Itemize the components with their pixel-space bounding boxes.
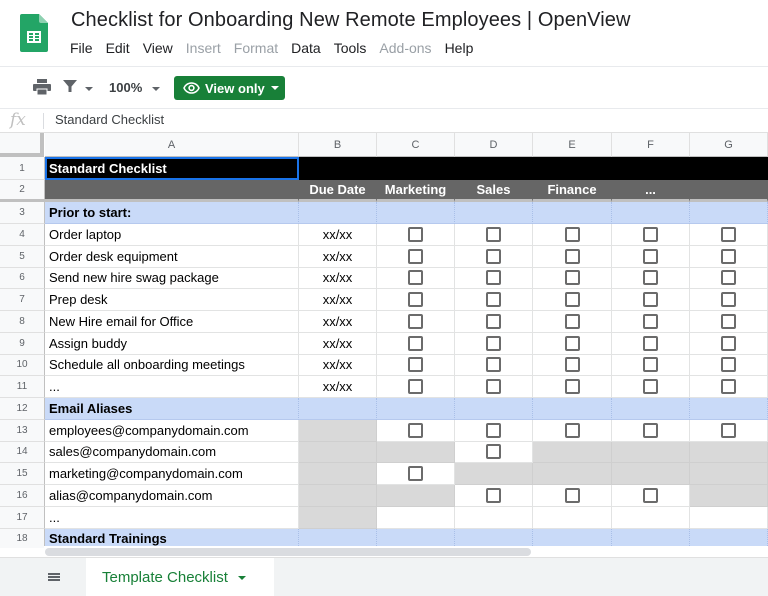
column-header-a[interactable]: A	[45, 133, 299, 157]
zoom-dropdown-caret-icon[interactable]	[152, 87, 160, 91]
cell-a12[interactable]	[45, 398, 299, 420]
cell-text: Prep desk	[49, 292, 108, 308]
cell-g2[interactable]	[690, 180, 768, 202]
checkbox[interactable]	[643, 379, 658, 394]
fx-icon: fx	[10, 110, 26, 130]
cell-b6[interactable]	[299, 268, 377, 290]
cell-c5[interactable]	[377, 246, 455, 268]
view-only-caret-icon	[271, 86, 279, 90]
checkbox[interactable]	[565, 423, 580, 438]
cell-g7[interactable]	[690, 289, 768, 311]
checkbox[interactable]	[565, 227, 580, 242]
cell-e4[interactable]	[533, 224, 612, 246]
cell-d2[interactable]	[455, 180, 533, 202]
cell-text: Email Aliases	[49, 400, 133, 416]
cell-text: ...	[645, 182, 656, 197]
checkbox[interactable]	[408, 379, 423, 394]
cell-c4[interactable]	[377, 224, 455, 246]
cell-c7[interactable]	[377, 289, 455, 311]
formula-bar-divider	[43, 113, 44, 129]
cell-e2[interactable]	[533, 180, 612, 202]
checkbox[interactable]	[565, 357, 580, 372]
cell-a2[interactable]	[45, 180, 299, 202]
cell-text: xx/xx	[322, 357, 353, 373]
cell-a10[interactable]	[45, 355, 299, 377]
horizontal-scrollbar[interactable]	[45, 548, 531, 556]
cell-f16[interactable]	[612, 485, 690, 507]
cell-d8[interactable]	[455, 311, 533, 333]
cell-b5[interactable]	[299, 246, 377, 268]
filter-dropdown-caret-icon[interactable]	[85, 87, 93, 91]
cell-b8[interactable]	[299, 311, 377, 333]
column-header-g[interactable]: G	[690, 133, 768, 157]
cell-d1[interactable]	[455, 157, 533, 180]
cell-d3[interactable]	[455, 202, 533, 224]
cell-c14[interactable]	[377, 442, 455, 464]
cell-c8[interactable]	[377, 311, 455, 333]
cell-c9[interactable]	[377, 333, 455, 355]
row-header-8[interactable]: 8	[0, 311, 45, 333]
checkbox[interactable]	[565, 249, 580, 264]
cell-text: Finance	[547, 182, 597, 197]
cell-b7[interactable]	[299, 289, 377, 311]
checkbox[interactable]	[408, 270, 423, 285]
cell-text: employees@companydomain.com	[49, 422, 249, 438]
checkbox[interactable]	[721, 336, 736, 351]
column-header-b[interactable]: B	[299, 133, 377, 157]
cell-text: Standard Trainings	[49, 531, 167, 547]
cell-b13[interactable]	[299, 420, 377, 442]
row-header-9[interactable]: 9	[0, 333, 45, 355]
cell-e8[interactable]	[533, 311, 612, 333]
cell-g11[interactable]	[690, 376, 768, 398]
checkbox[interactable]	[643, 488, 658, 503]
cell-a4[interactable]	[45, 224, 299, 246]
title-bar	[0, 0, 768, 66]
row-header-18[interactable]: 18	[0, 529, 45, 549]
cell-b10[interactable]	[299, 355, 377, 377]
checkbox[interactable]	[408, 423, 423, 438]
cell-a15[interactable]	[45, 463, 299, 485]
cell-f10[interactable]	[612, 355, 690, 377]
row-header-12[interactable]: 12	[0, 398, 45, 420]
zoom-select[interactable]: 100%	[109, 80, 143, 95]
sheet-tab-template-checklist[interactable]	[86, 558, 274, 596]
cell-c17[interactable]	[377, 507, 455, 529]
cell-text: ...	[49, 509, 60, 525]
checkbox[interactable]	[721, 379, 736, 394]
menu-format[interactable]: Format	[233, 40, 279, 56]
cell-c16[interactable]	[377, 485, 455, 507]
filter-icon[interactable]	[63, 79, 77, 93]
checkbox[interactable]	[643, 336, 658, 351]
checkbox[interactable]	[486, 270, 501, 285]
menu-bar	[70, 40, 486, 56]
sheet-tab-caret-icon[interactable]	[238, 576, 246, 580]
checkbox[interactable]	[565, 314, 580, 329]
row-header-4[interactable]: 4	[0, 224, 45, 246]
hamburger-icon[interactable]	[48, 573, 60, 583]
cell-f3[interactable]	[612, 202, 690, 224]
cell-c12[interactable]	[377, 398, 455, 420]
cell-text: ...	[49, 379, 60, 395]
cell-text: xx/xx	[322, 270, 353, 286]
cell-c2[interactable]	[377, 180, 455, 202]
checkbox[interactable]	[721, 314, 736, 329]
checkbox[interactable]	[643, 314, 658, 329]
row-header-1[interactable]: 1	[0, 157, 45, 180]
cell-g9[interactable]	[690, 333, 768, 355]
cell-g15[interactable]	[690, 463, 768, 485]
cell-c15[interactable]	[377, 463, 455, 485]
cell-c13[interactable]	[377, 420, 455, 442]
cell-a7[interactable]	[45, 289, 299, 311]
formula-bar	[0, 108, 768, 133]
cell-f13[interactable]	[612, 420, 690, 442]
menu-help[interactable]: Help	[444, 40, 474, 56]
formula-input[interactable]: Standard Checklist	[55, 112, 165, 127]
cell-text: Sales	[476, 182, 511, 197]
cell-b9[interactable]	[299, 333, 377, 355]
checkbox[interactable]	[408, 292, 423, 307]
checkbox[interactable]	[486, 292, 501, 307]
cell-b2[interactable]	[299, 180, 377, 202]
checkbox[interactable]	[565, 270, 580, 285]
cell-f11[interactable]	[612, 376, 690, 398]
cell-f6[interactable]	[612, 268, 690, 290]
row-header-16[interactable]: 16	[0, 485, 45, 507]
cell-d11[interactable]	[455, 376, 533, 398]
eye-icon	[183, 82, 200, 94]
cell-e7[interactable]	[533, 289, 612, 311]
cell-b11[interactable]	[299, 376, 377, 398]
menu-add-ons[interactable]: Add-ons	[379, 40, 432, 56]
menu-file[interactable]: File	[70, 40, 93, 56]
cell-text: New Hire email for Office	[49, 313, 194, 329]
cell-a5[interactable]	[45, 246, 299, 268]
cell-c6[interactable]	[377, 268, 455, 290]
cell-text: alias@companydomain.com	[49, 487, 213, 503]
cell-text: xx/xx	[322, 335, 353, 351]
checkbox[interactable]	[565, 488, 580, 503]
cell-b1[interactable]	[299, 157, 377, 180]
cell-a8[interactable]	[45, 311, 299, 333]
cell-text: Assign buddy	[49, 335, 128, 351]
checkbox[interactable]	[721, 292, 736, 307]
google-sheets-icon[interactable]	[20, 14, 48, 52]
cell-c1[interactable]	[377, 157, 455, 180]
cell-a11[interactable]	[45, 376, 299, 398]
row-header-13[interactable]: 13	[0, 420, 45, 442]
column-header-e[interactable]: E	[533, 133, 612, 157]
print-icon[interactable]	[33, 79, 51, 95]
cell-e12[interactable]	[533, 398, 612, 420]
row-header-7[interactable]: 7	[0, 289, 45, 311]
cell-text: Order desk equipment	[49, 248, 178, 264]
cell-text: Standard Checklist	[49, 160, 167, 176]
cell-e14[interactable]	[533, 442, 612, 464]
cell-e6[interactable]	[533, 268, 612, 290]
spreadsheet-grid[interactable]	[0, 133, 768, 548]
checkbox[interactable]	[486, 444, 501, 459]
cell-e11[interactable]	[533, 376, 612, 398]
cell-e5[interactable]	[533, 246, 612, 268]
cell-g5[interactable]	[690, 246, 768, 268]
cell-a6[interactable]	[45, 268, 299, 290]
cell-g6[interactable]	[690, 268, 768, 290]
cell-g3[interactable]	[690, 202, 768, 224]
row-header-10[interactable]: 10	[0, 355, 45, 377]
cell-d14[interactable]	[455, 442, 533, 464]
cell-text: Order laptop	[49, 226, 122, 242]
cell-b14[interactable]	[299, 442, 377, 464]
cell-f15[interactable]	[612, 463, 690, 485]
cell-f2[interactable]	[612, 180, 690, 202]
cell-text: Marketing	[384, 182, 447, 197]
checkbox[interactable]	[721, 227, 736, 242]
cell-d9[interactable]	[455, 333, 533, 355]
cell-d7[interactable]	[455, 289, 533, 311]
cell-c11[interactable]	[377, 376, 455, 398]
cell-c10[interactable]	[377, 355, 455, 377]
cell-e16[interactable]	[533, 485, 612, 507]
cell-g16[interactable]	[690, 485, 768, 507]
checkbox[interactable]	[486, 227, 501, 242]
checkbox[interactable]	[408, 336, 423, 351]
cell-d6[interactable]	[455, 268, 533, 290]
toolbar	[0, 66, 768, 108]
cell-b12[interactable]	[299, 398, 377, 420]
checkbox[interactable]	[643, 227, 658, 242]
cell-g12[interactable]	[690, 398, 768, 420]
cell-a13[interactable]	[45, 420, 299, 442]
checkbox[interactable]	[643, 249, 658, 264]
checkbox[interactable]	[643, 357, 658, 372]
menu-data[interactable]: Data	[291, 40, 321, 56]
checkbox[interactable]	[643, 423, 658, 438]
cell-a17[interactable]	[45, 507, 299, 529]
checkbox[interactable]	[408, 357, 423, 372]
row-header-14[interactable]: 14	[0, 442, 45, 464]
checkbox[interactable]	[486, 379, 501, 394]
column-header-c[interactable]: C	[377, 133, 455, 157]
menu-insert[interactable]: Insert	[185, 40, 221, 56]
checkbox[interactable]	[721, 357, 736, 372]
row-header-5[interactable]: 5	[0, 246, 45, 268]
row-header-3[interactable]: 3	[0, 202, 45, 224]
cell-b17[interactable]	[299, 507, 377, 529]
cell-f17[interactable]	[612, 507, 690, 529]
menu-tools[interactable]: Tools	[333, 40, 367, 56]
column-header-f[interactable]: F	[612, 133, 690, 157]
checkbox[interactable]	[721, 270, 736, 285]
checkbox[interactable]	[408, 249, 423, 264]
sheet-tab-label: Template Checklist	[102, 569, 228, 586]
cell-d17[interactable]	[455, 507, 533, 529]
cell-f14[interactable]	[612, 442, 690, 464]
cell-g10[interactable]	[690, 355, 768, 377]
checkbox[interactable]	[565, 379, 580, 394]
view-only-button[interactable]	[174, 76, 285, 100]
checkbox[interactable]	[565, 292, 580, 307]
cell-f4[interactable]	[612, 224, 690, 246]
checkbox[interactable]	[408, 314, 423, 329]
cell-text: xx/xx	[322, 292, 353, 308]
cell-g4[interactable]	[690, 224, 768, 246]
cell-c3[interactable]	[377, 202, 455, 224]
cell-f9[interactable]	[612, 333, 690, 355]
cell-b15[interactable]	[299, 463, 377, 485]
checkbox[interactable]	[408, 227, 423, 242]
cell-e10[interactable]	[533, 355, 612, 377]
cell-f8[interactable]	[612, 311, 690, 333]
menu-edit[interactable]: Edit	[105, 40, 130, 56]
row-header-6[interactable]: 6	[0, 268, 45, 290]
cell-d16[interactable]	[455, 485, 533, 507]
checkbox[interactable]	[721, 423, 736, 438]
cell-text: Due Date	[309, 182, 366, 197]
cell-text: marketing@companydomain.com	[49, 466, 243, 482]
document-title[interactable]: Checklist for Onboarding New Remote Employees | OpenView	[71, 9, 631, 31]
cell-f1[interactable]	[612, 157, 690, 180]
checkbox[interactable]	[643, 292, 658, 307]
column-header-d[interactable]: D	[455, 133, 533, 157]
cell-d4[interactable]	[455, 224, 533, 246]
cell-g13[interactable]	[690, 420, 768, 442]
cell-a16[interactable]	[45, 485, 299, 507]
checkbox[interactable]	[565, 336, 580, 351]
cell-d5[interactable]	[455, 246, 533, 268]
sheet-tab-bar	[0, 557, 768, 596]
view-only-label: View only	[205, 80, 265, 96]
row-header-17[interactable]: 17	[0, 507, 45, 529]
row-header-11[interactable]: 11	[0, 376, 45, 398]
cell-text: xx/xx	[322, 226, 353, 242]
cell-g17[interactable]	[690, 507, 768, 529]
cell-b16[interactable]	[299, 485, 377, 507]
cell-text: xx/xx	[322, 379, 353, 395]
row-header-15[interactable]: 15	[0, 463, 45, 485]
cell-text: sales@companydomain.com	[49, 444, 217, 460]
cell-e17[interactable]	[533, 507, 612, 529]
cell-e3[interactable]	[533, 202, 612, 224]
checkbox[interactable]	[486, 336, 501, 351]
cell-f7[interactable]	[612, 289, 690, 311]
cell-f5[interactable]	[612, 246, 690, 268]
cell-e1[interactable]	[533, 157, 612, 180]
cell-d15[interactable]	[455, 463, 533, 485]
cell-a1[interactable]	[45, 157, 299, 180]
cell-text: Prior to start:	[49, 205, 132, 220]
checkbox[interactable]	[486, 423, 501, 438]
cell-g8[interactable]	[690, 311, 768, 333]
checkbox[interactable]	[643, 270, 658, 285]
row-header-2[interactable]: 2	[0, 180, 45, 202]
checkbox[interactable]	[486, 249, 501, 264]
cell-d13[interactable]	[455, 420, 533, 442]
cell-d10[interactable]	[455, 355, 533, 377]
cell-b4[interactable]	[299, 224, 377, 246]
cell-text: Send new hire swag package	[49, 270, 219, 286]
cell-e15[interactable]	[533, 463, 612, 485]
cell-text: Schedule all onboarding meetings	[49, 357, 245, 373]
cell-e13[interactable]	[533, 420, 612, 442]
cell-g14[interactable]	[690, 442, 768, 464]
cell-e9[interactable]	[533, 333, 612, 355]
cell-f12[interactable]	[612, 398, 690, 420]
checkbox[interactable]	[486, 488, 501, 503]
cell-b3[interactable]	[299, 202, 377, 224]
cell-a9[interactable]	[45, 333, 299, 355]
cell-g1[interactable]	[690, 157, 768, 180]
checkbox[interactable]	[408, 466, 423, 481]
cell-d12[interactable]	[455, 398, 533, 420]
cell-text: xx/xx	[322, 313, 353, 329]
checkbox[interactable]	[486, 357, 501, 372]
cell-a14[interactable]	[45, 442, 299, 464]
menu-view[interactable]: View	[142, 40, 173, 56]
cell-text: xx/xx	[322, 248, 353, 264]
checkbox[interactable]	[486, 314, 501, 329]
select-all-corner[interactable]	[0, 133, 44, 157]
checkbox[interactable]	[721, 249, 736, 264]
cell-a3[interactable]	[45, 202, 299, 224]
